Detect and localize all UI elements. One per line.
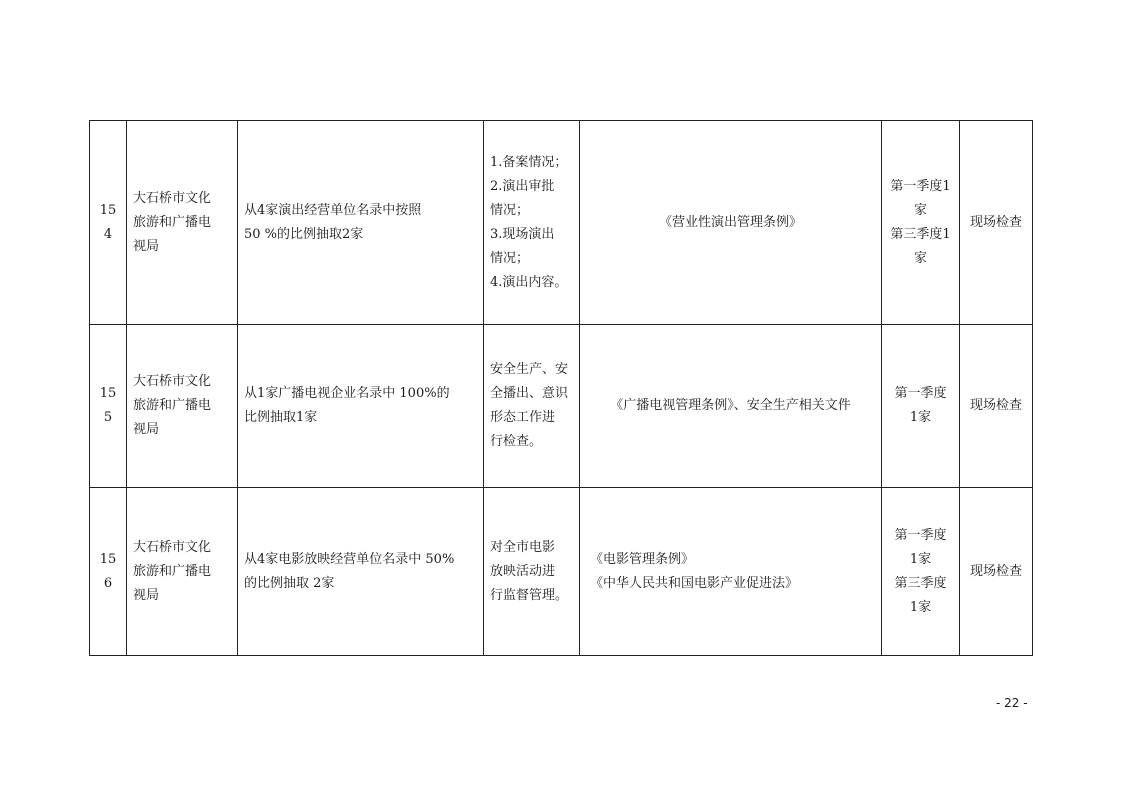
method-line: 从1家广播电视企业名录中 100%的	[244, 386, 450, 401]
legal-basis-cell	[580, 325, 882, 488]
content-line: 2.演出审批	[490, 178, 555, 194]
page-number: - 22 -	[996, 696, 1028, 710]
sampling-method-cell	[238, 121, 484, 325]
inspection-content-cell	[484, 488, 580, 656]
frequency-line: 第一季度	[894, 527, 947, 543]
department-line: 视局	[133, 238, 160, 254]
inspection-type-cell: 现场检查	[960, 325, 1033, 488]
content-line: 对全市电影	[490, 539, 556, 555]
department-line: 视局	[133, 422, 160, 437]
frequency-line: 1家	[909, 599, 932, 615]
basis-line: 《广播电视管理条例》、安全生产相关文件	[610, 398, 851, 413]
method-line: 50 %的比例抽取2家	[244, 226, 364, 242]
method-line: 从4家电影放映经营单位名录中 50%	[244, 551, 455, 567]
inspection-content-cell	[484, 121, 580, 325]
content-line: 行监督管理。	[490, 587, 569, 603]
frequency-line: 家	[913, 202, 927, 218]
frequency-line: 第一季度1	[890, 178, 951, 194]
content-line: 情况；	[490, 202, 530, 218]
frequency-line: 第一季度	[894, 386, 947, 401]
content-line: 1.备案情况；	[490, 154, 568, 170]
table-row	[90, 121, 1033, 325]
legal-basis-cell	[580, 121, 882, 325]
department-line: 视局	[133, 587, 160, 603]
content-line: 3.现场演出	[490, 226, 555, 242]
basis-line: 《营业性演出管理条例》	[658, 214, 802, 230]
basis-line: 《中华人民共和国电影产业促进法》	[590, 575, 799, 591]
frequency-cell	[882, 488, 960, 656]
inspection-type-cell: 现场检查	[960, 488, 1033, 656]
frequency-line: 第三季度1	[890, 226, 951, 242]
frequency-line: 家	[913, 250, 927, 266]
department-line: 旅游和广播电	[133, 563, 212, 579]
basis-line: 《电影管理条例》	[590, 551, 695, 567]
department-line: 大石桥市文化	[133, 374, 212, 389]
row-number: 154	[90, 121, 127, 325]
inspection-content-cell	[484, 325, 580, 488]
department-line: 旅游和广播电	[133, 214, 212, 230]
legal-basis-cell	[580, 488, 882, 656]
inspection-table	[89, 120, 1033, 656]
frequency-line: 1家	[909, 410, 932, 425]
table-row	[90, 325, 1033, 488]
department-line: 大石桥市文化	[133, 539, 212, 555]
inspection-type-cell: 现场检查	[960, 121, 1033, 325]
row-number: 156	[90, 488, 127, 656]
content-line: 放映活动进	[490, 563, 556, 579]
method-line: 比例抽取1家	[244, 410, 318, 425]
department-line: 大石桥市文化	[133, 190, 212, 206]
frequency-cell	[882, 121, 960, 325]
method-line: 从4家演出经营单位名录中按照	[244, 202, 422, 218]
frequency-cell	[882, 325, 960, 488]
table-row	[90, 488, 1033, 656]
department-cell	[127, 121, 238, 325]
row-number: 155	[90, 325, 127, 488]
content-line: 4.演出内容。	[490, 274, 568, 290]
department-cell	[127, 325, 238, 488]
content-line: 全播出、意识	[490, 386, 569, 401]
frequency-line: 1家	[909, 551, 932, 567]
content-line: 形态工作进	[490, 410, 556, 425]
department-line: 旅游和广播电	[133, 398, 212, 413]
sampling-method-cell	[238, 325, 484, 488]
content-line: 安全生产、安	[490, 362, 569, 377]
frequency-line: 第三季度	[894, 575, 947, 591]
department-cell	[127, 488, 238, 656]
sampling-method-cell	[238, 488, 484, 656]
content-line: 情况；	[490, 250, 530, 266]
method-line: 的比例抽取 2家	[244, 575, 335, 591]
content-line: 行检查。	[490, 434, 543, 449]
